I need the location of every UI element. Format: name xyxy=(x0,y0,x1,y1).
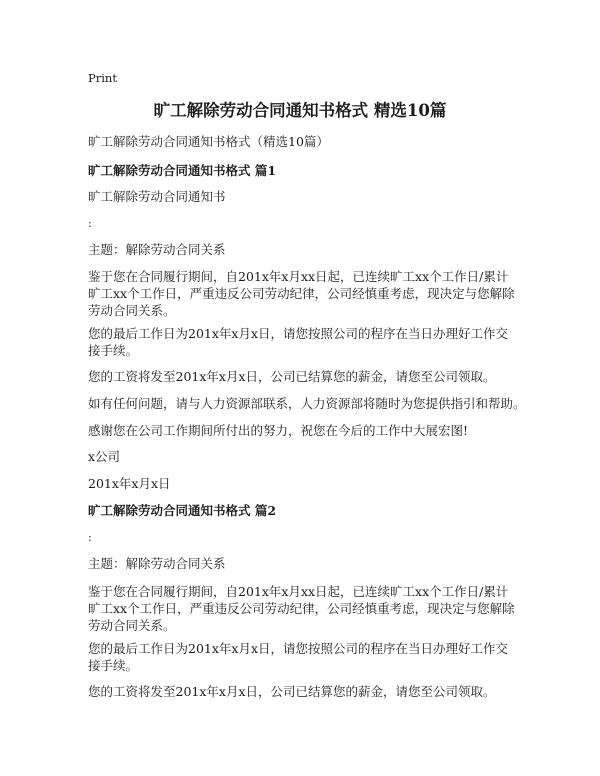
section2-para3: 您的工资将发至201x年x月x日，公司已结算您的薪金，请您至公司领取。 xyxy=(88,684,496,699)
page-title: 旷工解除劳动合同通知书格式 精选10篇 xyxy=(153,101,447,120)
section1-subject: 主题：解除劳动合同关系 xyxy=(88,242,226,257)
section2-heading: 旷工解除劳动合同通知书格式 篇2 xyxy=(88,503,277,518)
section1-date: 201x年x月x日 xyxy=(88,476,171,491)
section2-subject: 主题：解除劳动合同关系 xyxy=(88,556,226,571)
section2-para1: 鉴于您在合同履行期间，自201x年x月xx日起，已连续旷工xx个工作日/累计旷工xx个工作日，严重违反公司劳动纪律，公司经慎重考虑，现决定与您解除劳动合同关系。 xyxy=(88,584,515,633)
section1-heading: 旷工解除劳动合同通知书格式 篇1 xyxy=(88,163,277,178)
section1-para1: 鉴于您在合同履行期间，自201x年x月xx日起，已连续旷工xx个工作日/累计旷工xx个工作日，严重违反公司劳动纪律，公司经慎重考虑，现决定与您解除劳动合同关系。 xyxy=(88,269,515,318)
subtitle: 旷工解除劳动合同通知书格式（精选10篇） xyxy=(88,134,329,149)
section2-para2: 您的最后工作日为201x年x月x日，请您按照公司的程序在当日办理好工作交接手续。 xyxy=(88,641,509,673)
section1-para2: 您的最后工作日为201x年x月x日，请您按照公司的程序在当日办理好工作交接手续。 xyxy=(88,326,509,358)
section2-colon: : xyxy=(88,531,92,544)
print-label: Print xyxy=(88,71,117,85)
section1-colon: : xyxy=(88,217,92,230)
section1-para3: 您的工资将发至201x年x月x日，公司已结算您的薪金，请您至公司领取。 xyxy=(88,369,496,384)
section1-doc-title: 旷工解除劳动合同通知书 xyxy=(88,189,226,204)
section1-para4: 如有任何问题，请与人力资源部联系，人力资源部将随时为您提供指引和帮助。 xyxy=(88,396,526,411)
section1-company: x公司 xyxy=(88,449,121,464)
section1-para5: 感谢您在公司工作期间所付出的努力，祝您在今后的工作中大展宏图! xyxy=(88,423,469,438)
